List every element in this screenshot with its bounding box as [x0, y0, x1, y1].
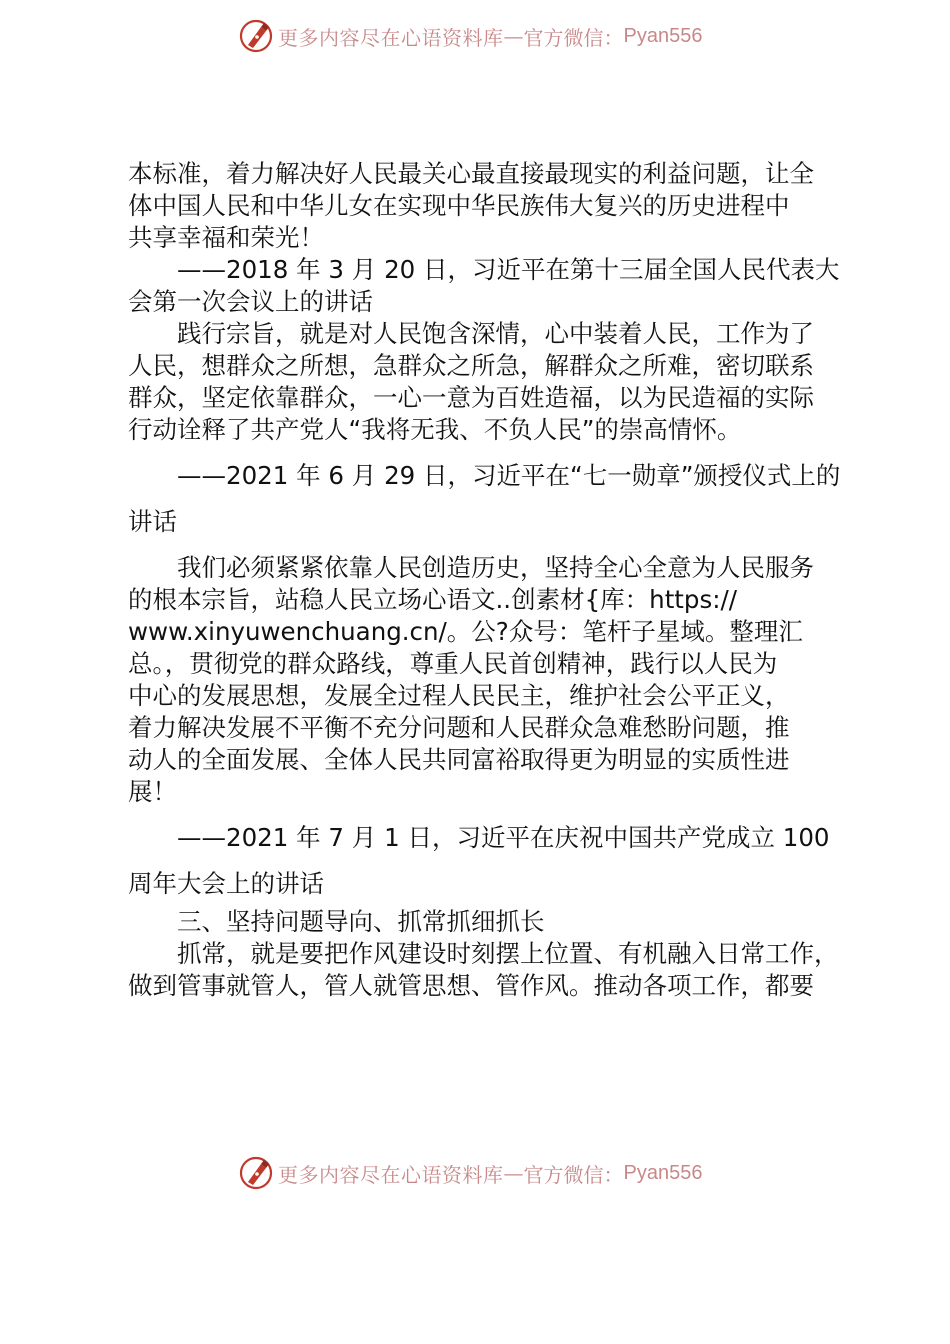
citation-line: ——2021 年 6 月 29 日，习近平在“七一勋章”颁授仪式上的 [177, 461, 841, 490]
text-line: 做到管事就管人，管人就管思想、管作风。推动各项工作，都要 [128, 971, 814, 1000]
citation-line: ——2018 年 3 月 20 日，习近平在第十三届全国人民代表大 [177, 255, 840, 284]
banner-text: 更多内容尽在心语资料库 [278, 1162, 504, 1187]
banner-wechat-id: Pyan556 [623, 24, 703, 47]
text-line: 体中国人民和中华儿女在实现中华民族伟大复兴的历史进程中 [128, 191, 790, 220]
text-line: 展！ [128, 777, 177, 806]
banner-wechat-id: Pyan556 [623, 1161, 703, 1184]
banner-wechat-label: 官方微信： [523, 1162, 624, 1187]
citation-line: 会第一次会议上的讲话 [128, 287, 373, 316]
text-line: www.xinyuwenchuang.cn/。公?众号：笔杆子星域。整理汇 [128, 617, 803, 646]
text-line: 群众，坚定依靠群众，一心一意为百姓造福，以为民造福的实际 [128, 383, 814, 412]
text-line: 本标准，着力解决好人民最关心最直接最现实的利益问题，让全 [128, 159, 814, 188]
banner-text: 更多内容尽在心语资料库 [278, 25, 504, 50]
document-body [128, 158, 848, 1002]
text-line: 行动诠释了共产党人“我将无我、不负人民”的崇高情怀。 [128, 415, 742, 444]
citation-line: 讲话 [128, 507, 177, 536]
text-line: 抓常，就是要把作风建设时刻摆上位置、有机融入日常工作， [177, 939, 839, 968]
section-heading: 三、坚持问题导向、抓常抓细抓长 [177, 907, 545, 936]
pen-nib-logo-icon [238, 18, 274, 54]
text-line: 人民，想群众之所想，急群众之所急，解群众之所难，密切联系 [128, 351, 814, 380]
footer-banner [238, 1153, 702, 1193]
text-line: 践行宗旨，就是对人民饱含深情，心中装着人民，工作为了 [177, 319, 814, 348]
citation-line: ——2021 年 7 月 1 日，习近平在庆祝中国共产党成立 100 [177, 823, 830, 852]
pen-nib-logo-icon [238, 1155, 274, 1191]
text-line: 中心的发展思想，发展全过程人民民主，维护社会公平正义， [128, 681, 790, 710]
banner-separator: — [503, 24, 524, 48]
text-line: 着力解决发展不平衡不充分问题和人民群众急难愁盼问题，推 [128, 713, 790, 742]
text-line: 动人的全面发展、全体人民共同富裕取得更为明显的实质性进 [128, 745, 790, 774]
text-line: 我们必须紧紧依靠人民创造历史，坚持全心全意为人民服务 [177, 553, 814, 582]
text-line: 的根本宗旨，站稳人民立场心语文..创素材{库：https:// [128, 585, 737, 614]
banner-wechat-label: 官方微信： [523, 25, 624, 50]
header-banner [238, 16, 702, 56]
citation-line: 周年大会上的讲话 [128, 869, 324, 898]
banner-separator: — [503, 1161, 524, 1185]
text-line: 共享幸福和荣光！ [128, 223, 324, 252]
text-line: 总。，贯彻党的群众路线，尊重人民首创精神，践行以人民为 [128, 649, 778, 678]
